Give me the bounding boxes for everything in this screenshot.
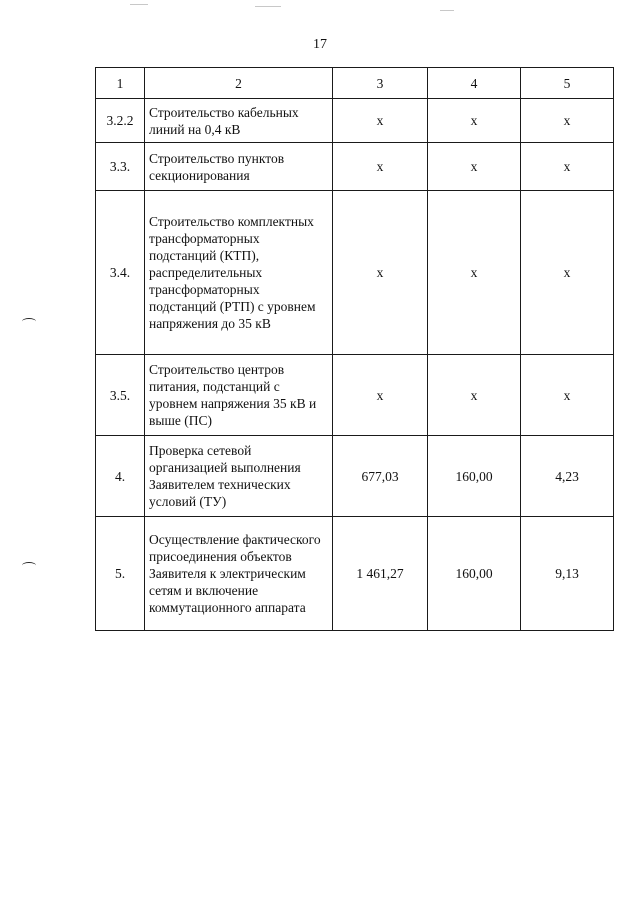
scan-artifact — [255, 6, 281, 7]
row-description: Осуществление фактического присоединения объектов Заявителя к электрическим сетям и включение коммутационного аппарата — [145, 517, 333, 631]
row-description: Строительство кабельных линий на 0,4 кВ — [145, 99, 333, 143]
margin-mark — [22, 562, 36, 569]
margin-mark — [22, 318, 36, 325]
table-row — [96, 436, 614, 517]
row-value-col5: х — [521, 191, 614, 355]
row-value-col3: х — [333, 143, 428, 191]
row-value-col5: х — [521, 99, 614, 143]
row-description: Строительство комплектных трансформаторных подстанций (КТП), распределительных трансформаторных подстанций (РТП) с уровнем напряжения до 35 кВ — [145, 191, 333, 355]
table-row — [96, 517, 614, 631]
row-description: Проверка сетевой организацией выполнения Заявителем технических условий (ТУ) — [145, 436, 333, 517]
row-value-col3: 677,03 — [333, 436, 428, 517]
row-value-col5: 9,13 — [521, 517, 614, 631]
tariff-table — [95, 67, 614, 631]
row-value-col4: х — [428, 191, 521, 355]
row-number: 4. — [96, 436, 145, 517]
row-value-col3: х — [333, 99, 428, 143]
row-number: 3.4. — [96, 191, 145, 355]
row-value-col4: х — [428, 99, 521, 143]
row-value-col3: х — [333, 191, 428, 355]
table-row — [96, 143, 614, 191]
row-value-col3: 1 461,27 — [333, 517, 428, 631]
row-value-col3: х — [333, 355, 428, 436]
row-description: Строительство пунктов секционирования — [145, 143, 333, 191]
row-number: 5. — [96, 517, 145, 631]
table-header-row — [96, 68, 614, 99]
table-row — [96, 355, 614, 436]
row-value-col5: х — [521, 355, 614, 436]
row-value-col5: 4,23 — [521, 436, 614, 517]
header-cell: 4 — [428, 68, 521, 99]
table-row — [96, 191, 614, 355]
row-number: 3.2.2 — [96, 99, 145, 143]
row-value-col5: х — [521, 143, 614, 191]
row-number: 3.5. — [96, 355, 145, 436]
scan-artifact — [130, 4, 148, 5]
scan-artifact — [440, 10, 454, 11]
row-value-col4: х — [428, 355, 521, 436]
row-value-col4: 160,00 — [428, 436, 521, 517]
page-number: 17 — [313, 37, 327, 52]
row-value-col4: 160,00 — [428, 517, 521, 631]
row-number: 3.3. — [96, 143, 145, 191]
header-cell: 5 — [521, 68, 614, 99]
header-cell: 2 — [145, 68, 333, 99]
row-value-col4: х — [428, 143, 521, 191]
header-cell: 1 — [96, 68, 145, 99]
table-row — [96, 99, 614, 143]
header-cell: 3 — [333, 68, 428, 99]
row-description: Строительство центров питания, подстанций с уровнем напряжения 35 кВ и выше (ПС) — [145, 355, 333, 436]
